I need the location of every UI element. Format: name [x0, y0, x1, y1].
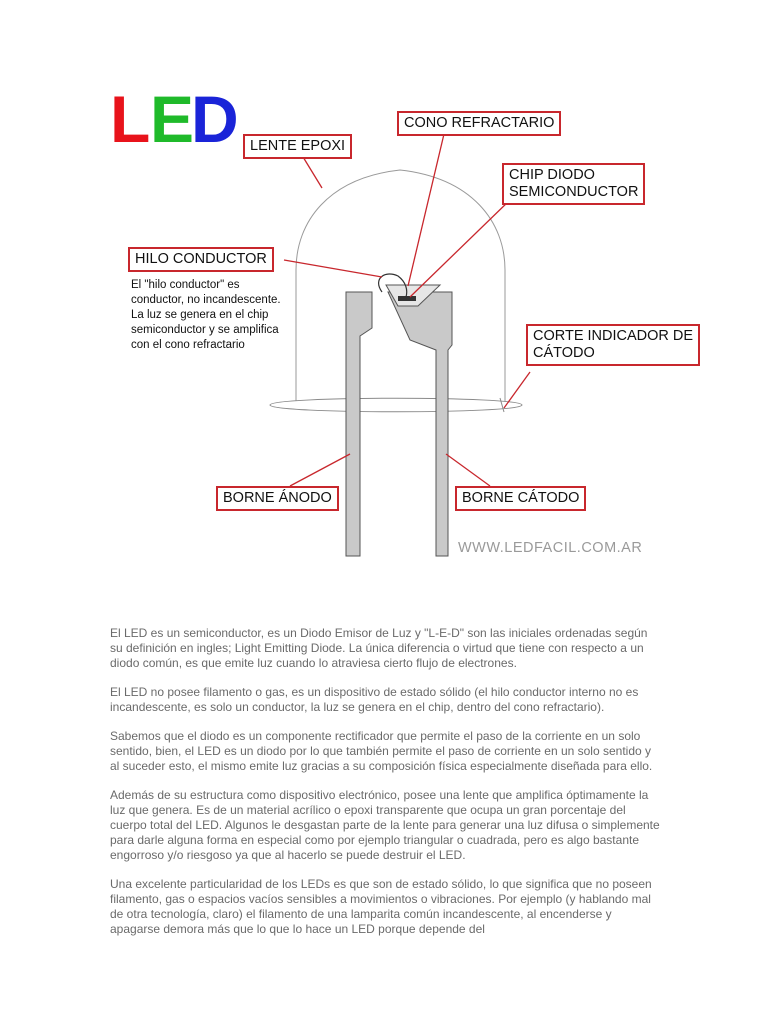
callout-borne-catodo-label: BORNE CÁTODO [462, 490, 580, 506]
leader-borne-anodo [290, 454, 350, 486]
callout-cono-refractario [397, 111, 561, 136]
semiconductor-chip [398, 296, 416, 301]
base-flange [270, 398, 522, 412]
callout-corte-line2: CÁTODO [533, 345, 595, 361]
callout-borne-anodo [216, 486, 339, 511]
paragraph-1: El LED es un semiconductor, es un Diodo Emisor de Luz y "L-E-D" son las iniciales ordenadas según su definición en ingles; Light Emitting Diode. La única diferencia o virtud que tiene con respecto a un diodo común, es que emite luz cuando lo atraviesa cierto flujo de electrones. [110, 626, 648, 670]
watermark-url: WWW.LEDFACIL.COM.AR [458, 540, 643, 556]
paragraph-5: Una excelente particularidad de los LEDs es que son de estado sólido, lo que significa que no poseen filamento, gas o espacios vacíos sensibles a movimientos o vibraciones. Por ejemplo (y hablando mal de otra tecnología, claro) el filamento de una lamparita común incandescente, al encenderse y apagarse demora más que lo que lo hace un LED porque depende del [110, 877, 652, 936]
leader-cono-refractario [408, 134, 444, 286]
leader-hilo-conductor [284, 260, 382, 277]
callout-hilo-conductor [128, 247, 274, 272]
callout-chip-line2: SEMICONDUCTOR [509, 184, 639, 200]
callout-borne-catodo [455, 486, 586, 511]
cathode-lead [388, 292, 452, 556]
logo-letter-e: E [150, 82, 193, 156]
callout-cono-refractario-label: CONO REFRACTARIO [404, 115, 555, 131]
article-body [110, 626, 662, 951]
logo-letter-l: L [110, 82, 149, 156]
paragraph-2: El LED no posee filamento o gas, es un dispositivo de estado sólido (el hilo conductor interno no es incandescente, es solo un conductor, la luz se genera en el chip, dentro del cono refractario). [110, 685, 639, 714]
paragraph-3: Sabemos que el diodo es un componente rectificador que permite el paso de la corriente en un solo sentido, bien, el LED es un diodo por lo que también permite el paso de corriente en un solo sentido y al suceder esto, el mismo emite luz gracias a su composición física especialmente diseñada para ello. [110, 729, 653, 773]
callout-corte-line1: CORTE INDICADOR DE [533, 328, 694, 344]
hilo-conductor-note: El "hilo conductor" es conductor, no incandescente. La luz se genera en el chip semiconductor y se amplifica con el cono refractario [131, 279, 281, 351]
callout-hilo-conductor-label: HILO CONDUCTOR [135, 251, 267, 267]
callout-chip-line1: CHIP DIODO [509, 167, 595, 183]
leader-borne-catodo [446, 454, 490, 486]
callout-lente-epoxi [243, 134, 352, 159]
paragraph-4: Además de su estructura como dispositivo electrónico, posee una lente que amplifica óptimamente la luz que genera. Es de un material acrílico o epoxi transparente que ocupa un gran porcentaje del cuerpo total del LED. Algunos le desgastan parte de la lente para generar una luz difusa o simplemente para darle alguna forma en especial como por ejemplo triangular o cuadrada, pero es algo bastante engorroso y/o riesgoso ya que al hacerlo se puede destruir el LED. [110, 788, 660, 862]
callout-chip-diodo [502, 163, 645, 205]
callout-borne-anodo-label: BORNE ÁNODO [223, 490, 332, 506]
anode-lead [346, 292, 372, 556]
callout-lente-epoxi-label: LENTE EPOXI [250, 138, 346, 154]
callout-corte-indicador [526, 324, 700, 366]
logo-letter-d: D [191, 82, 237, 156]
